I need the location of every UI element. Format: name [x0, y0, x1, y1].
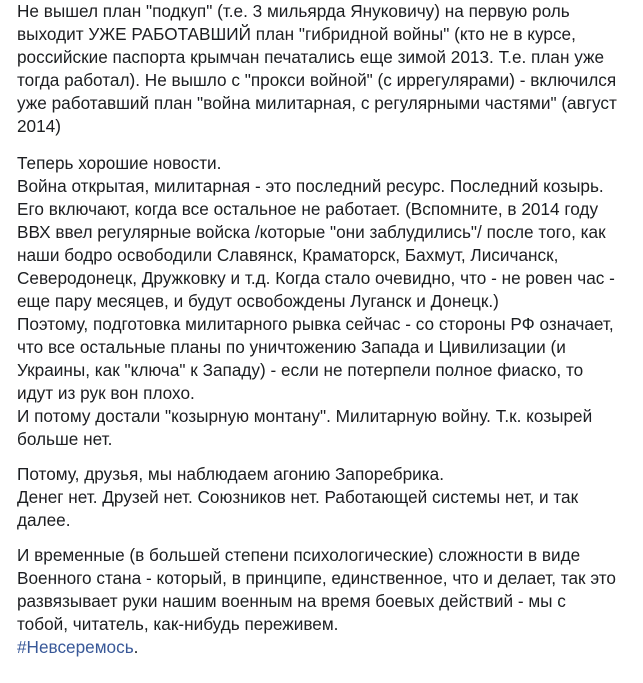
text-line: тобой, читатель, как-нибудь переживем. — [17, 614, 339, 634]
text-line: идут из рук вон плохо. — [17, 383, 195, 403]
text-line: Потому, друзья, мы наблюдаем агонию Запоребрика. — [17, 464, 444, 484]
text-line: Теперь хорошие новости. — [17, 153, 222, 173]
text-line: российские паспорта крымчан печатались еще зимой 2013. Т.е. план уже — [17, 47, 605, 67]
text-line: Северодонецк, Дружковку и т.д. Когда стало очевидно, что - не ровен час - — [17, 268, 615, 288]
text-line: далее. — [17, 510, 71, 530]
text-line: Военного стана - который, в принципе, единственное, что и делает, так это — [17, 568, 616, 588]
paragraph-4 — [17, 544, 633, 659]
text-line: больше нет. — [17, 429, 113, 449]
paragraph-3 — [17, 463, 633, 532]
text-line: Его включают, когда все остальное не работает. (Вспомните, в 2014 году — [17, 199, 599, 219]
text-line: что все остальные планы по уничтожению Запада и Цивилизации (и — [17, 337, 566, 357]
text-line: еще пару месяцев, и будут освобождены Луганск и Донецк.) — [17, 291, 499, 311]
paragraph-2 — [17, 152, 633, 451]
text-line: уже работавший план "война милитарная, с регулярными частями" (август — [17, 93, 617, 113]
hashtag-link[interactable]: #Невсеремось — [17, 637, 134, 657]
text-line: ВВХ ввел регулярные войска /которые "они заблудились"/ после того, как — [17, 222, 606, 242]
text-line: наши бодро освободили Славянск, Краматорск, Бахмут, Лисичанск, — [17, 245, 559, 265]
text-line: тогда работал). Не вышло с "прокси войной" (с иррегулярами) - включился — [17, 70, 617, 90]
paragraph-1 — [17, 0, 633, 138]
text-line: Украины, как "ключа" к Западу) - если не потерпели полное фиаско, то — [17, 360, 584, 380]
text-line: Война открытая, милитарная - это последний ресурс. Последний козырь. — [17, 176, 604, 196]
text-line: 2014) — [17, 116, 61, 136]
text-line: И потому достали "козырную монтану". Милитарную войну. Т.к. козырей — [17, 406, 593, 426]
text-line: Поэтому, подготовка милитарного рывка сейчас - со стороны РФ означает, — [17, 314, 614, 334]
hashtag-suffix: . — [133, 637, 139, 657]
text-line: И временные (в большей степени психологические) сложности в виде — [17, 545, 581, 565]
text-line: развязывает руки нашим военным на время боевых действий - мы с — [17, 591, 566, 611]
text-line: Денег нет. Друзей нет. Союзников нет. Работающей системы нет, и так — [17, 487, 579, 507]
text-line: выходит УЖЕ РАБОТАВШИЙ план "гибридной войны" (кто не в курсе, — [17, 24, 576, 44]
hashtag-line — [17, 636, 633, 659]
text-line: Не вышел план "подкуп" (т.е. 3 мильярда Януковичу) на первую роль — [17, 1, 570, 21]
